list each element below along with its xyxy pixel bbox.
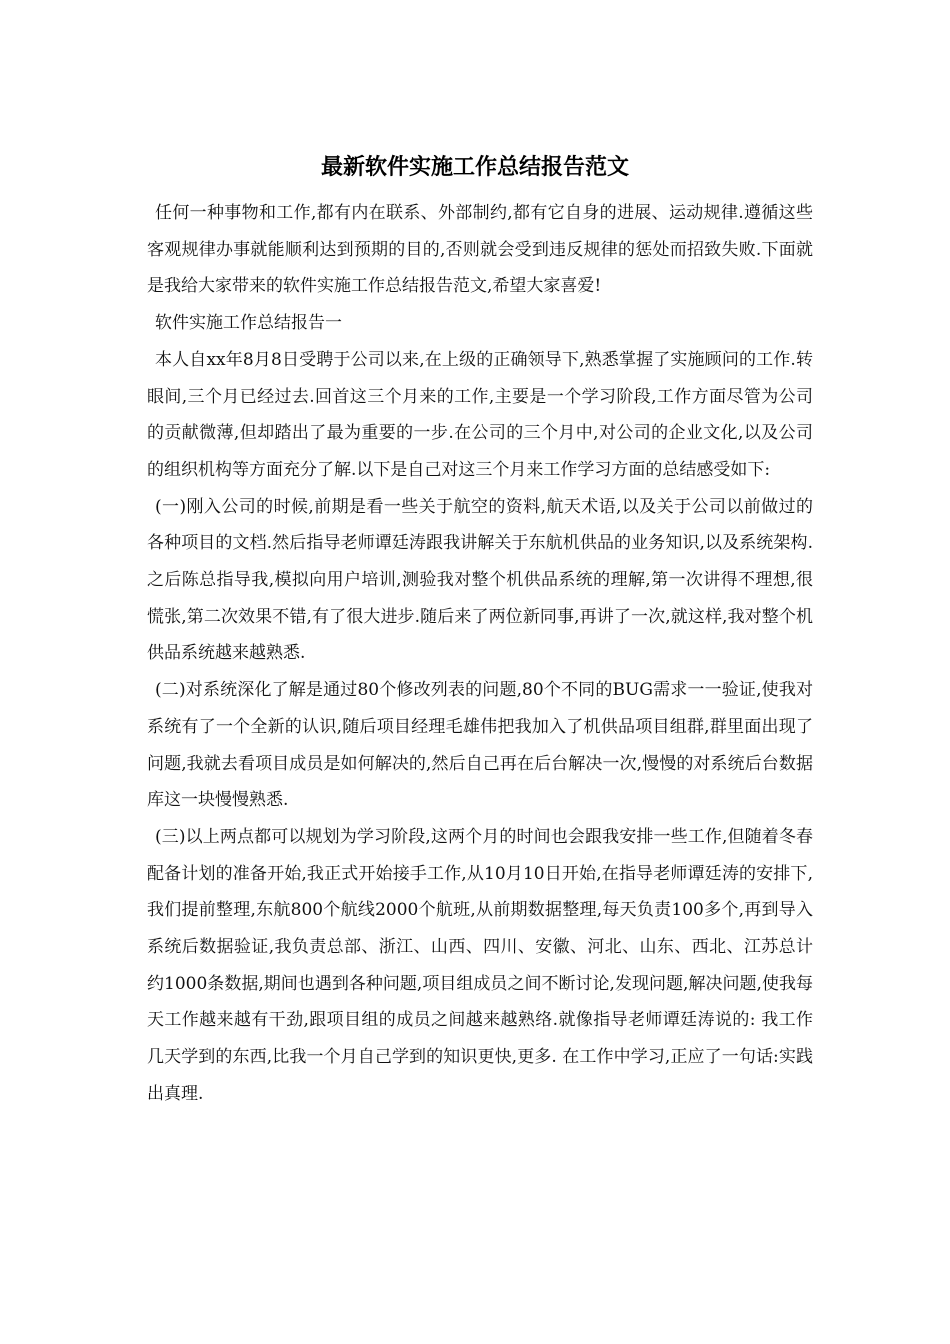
- body-paragraph: (一)刚入公司的时候,前期是看一些关于航空的资料,航天术语,以及关于公司以前做过的各种项目的文档.然后指导老师谭廷涛跟我讲解关于东航机供品的业务知识,以及系统架构.之后陈总指导我,模拟向用户培训,测验我对整个机供品系统的理解,第一次讲得不理想,很慌张,第二次效果不错,有了很大进步.随后来了两位新同事,再讲了一次,就这样,我对整个机供品系统越来越熟悉.: [147, 496, 813, 664]
- body-paragraph: 本人自xx年8月8日受聘于公司以来,在上级的正确领导下,熟悉掌握了实施顾问的工作.转眼间,三个月已经过去.回首这三个月来的工作,主要是一个学习阶段,工作方面尽管为公司的贡献微薄,但却踏出了最为重要的一步.在公司的三个月中,对公司的企业文化,以及公司的组织机构等方面充分了解.以下是自己对这三个月来工作学习方面的总结感受如下:: [147, 349, 813, 480]
- document-body: [147, 195, 813, 1113]
- body-paragraph: (二)对系统深化了解是通过80个修改列表的问题,80个不同的BUG需求一一验证,使我对系统有了一个全新的认识,随后项目经理毛雄伟把我加入了机供品项目组群,群里面出现了问题,我就去看项目成员是如何解决的,然后自己再在后台解决一次,慢慢的对系统后台数据库这一块慢慢熟悉.: [147, 680, 813, 811]
- intro-paragraph: 任何一种事物和工作,都有内在联系、外部制约,都有它自身的进展、运动规律.遵循这些客观规律办事就能顺利达到预期的目的,否则就会受到违反规律的惩处而招致失败.下面就是我给大家带来的软件实施工作总结报告范文,希望大家喜爱!: [147, 203, 813, 297]
- document-title: 最新软件实施工作总结报告范文: [320, 155, 629, 180]
- body-paragraph: (三)以上两点都可以规划为学习阶段,这两个月的时间也会跟我安排一些工作,但随着冬春配备计划的准备开始,我正式开始接手工作,从10月10日开始,在指导老师谭廷涛的安排下,我们提前整理,东航800个航线2000个航班,从前期数据整理,每天负责100多个,再到导入系统后数据验证,我负责总部、浙江、山西、四川、安徽、河北、山东、西北、江苏总计约1000条数据,期间也遇到各种问题,项目组成员之间不断讨论,发现问题,解决问题,使我每天工作越来越有干劲,跟项目组的成员之间越来越熟络.就像指导老师谭廷涛说的: 我工作几天学到的东西,比我一个月自己学到的知识更快,更多. 在工作中学习,正应了一句话:实践出真理.: [147, 826, 813, 1104]
- section-heading: 软件实施工作总结报告一: [155, 313, 342, 334]
